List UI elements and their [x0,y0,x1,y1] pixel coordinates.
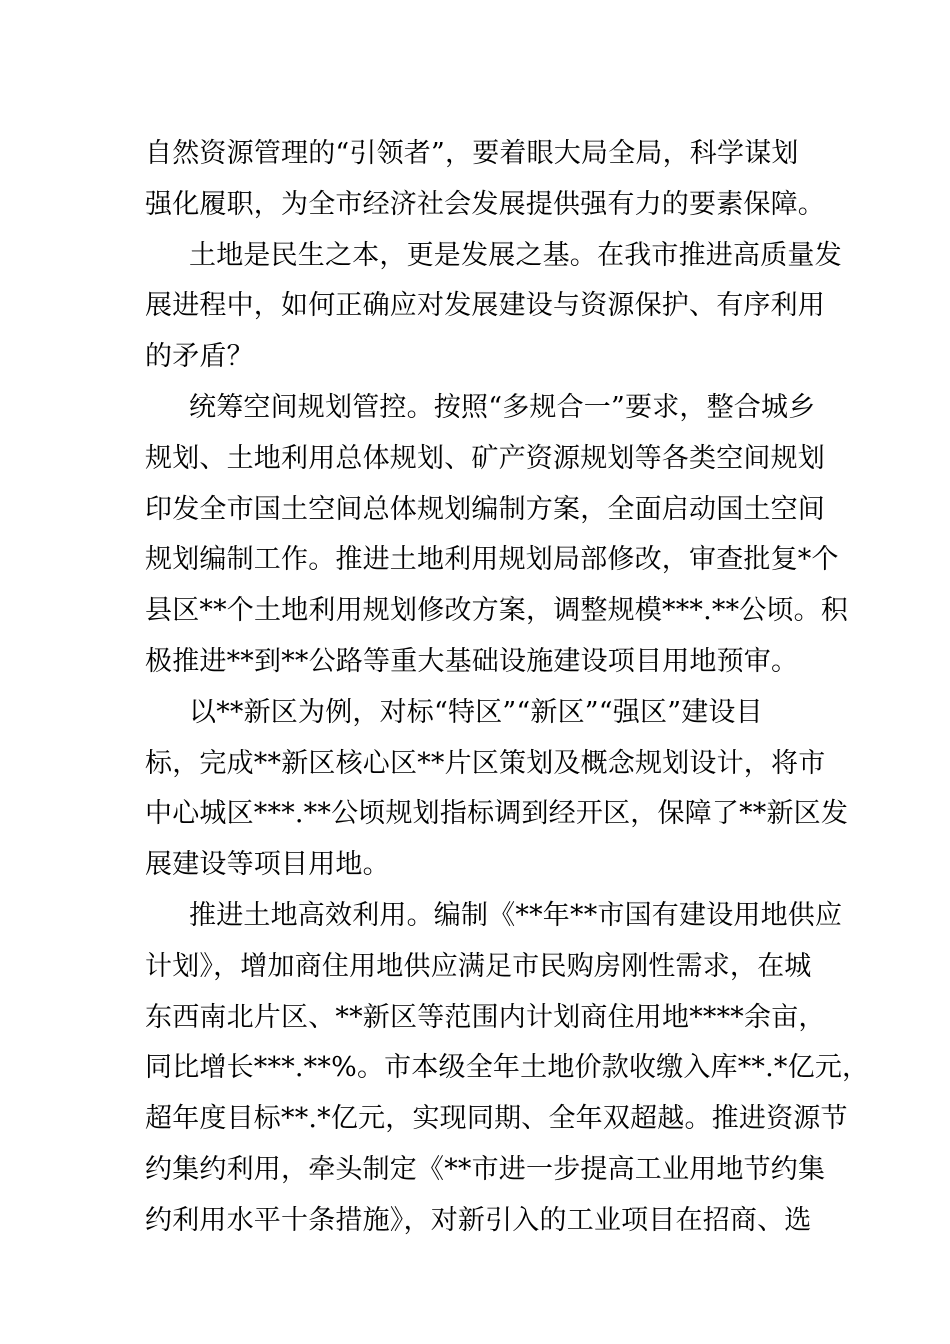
text-line: 中心城区***.**公顷规划指标调到经开区，保障了**新区发 [145,798,849,830]
text-line: 约利用水平十条措施》，对新引入的工业项目在招商、选 [145,1204,812,1236]
paragraph-first-line: 统筹空间规划管控。按照“多规合一”要求，整合城乡 [189,391,816,423]
text-line: 印发全市国土空间总体规划编制方案，全面启动国土空间 [145,493,825,525]
text-line: 同比增长***.**%。市本级全年土地价款收缴入库**.*亿元， [145,1052,870,1084]
text-line: 超年度目标**.*亿元，实现同期、全年双超越。推进资源节 [145,1103,848,1135]
text-line: 规划编制工作。推进土地利用规划局部修改，审查批复*个 [145,544,839,576]
paragraph-first-line: 以**新区为例，对标“特区”“新区”“强区”建设目 [189,696,763,728]
text-line: 标，完成**新区核心区**片区策划及概念规划设计，将市 [145,747,826,779]
text-line: 展进程中，如何正确应对发展建设与资源保护、有序利用 [145,290,825,322]
text-line: 东西南北片区、**新区等范围内计划商住用地****余亩， [145,1001,826,1033]
text-line: 展建设等项目用地。 [145,849,390,881]
text-line: 的矛盾？ [145,341,254,373]
text-line: 自然资源管理的“引领者”，要着眼大局全局，科学谋划 [145,138,799,169]
text-line: 强化履职，为全市经济社会发展提供强有力的要素保障。 [145,188,825,220]
text-line: 极推进**到**公路等重大基础设施建设项目用地预审。 [145,645,799,677]
text-line: 约集约利用，牵头制定《**市进一步提高工业用地节约集 [145,1153,826,1185]
paragraph-first-line: 土地是民生之本，更是发展之基。在我市推进高质量发 [189,239,842,271]
paragraph-first-line: 推进土地高效利用。编制《**年**市国有建设用地供应 [189,899,843,931]
text-line: 计划》，增加商住用地供应满足市民购房刚性需求，在城 [145,950,812,982]
body-text [145,129,870,1247]
text-line: 规划、土地利用总体规划、矿产资源规划等各类空间规划 [145,442,825,474]
text-line: 县区**个土地利用规划修改方案，调整规模***.**公顷。积 [145,595,849,627]
